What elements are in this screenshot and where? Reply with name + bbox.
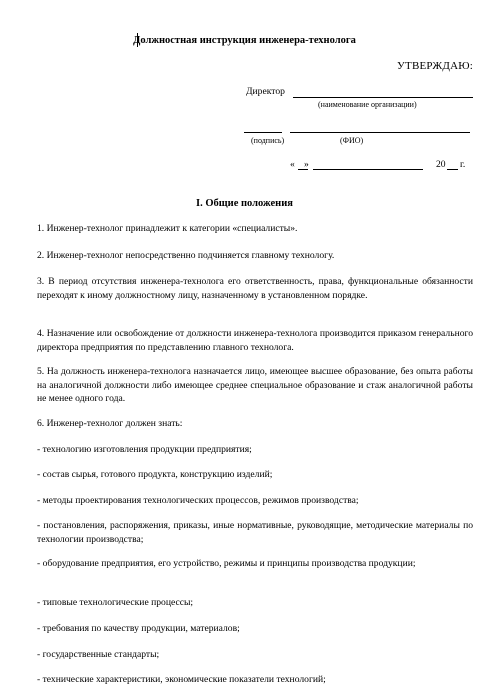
full-name-caption: (ФИО) bbox=[340, 136, 364, 145]
list-item: - постановления, распоряжения, приказы, иные нормативные, руководящие, методические материалы по технологии производства; bbox=[37, 520, 473, 545]
date-open-quote: « bbox=[290, 159, 295, 170]
year-suffix: г. bbox=[460, 159, 466, 170]
list-item: - оборудование предприятия, его устройство, режимы и принципы производства продукции; bbox=[37, 558, 416, 569]
director-label: Директор bbox=[246, 86, 285, 97]
month-line bbox=[313, 169, 423, 170]
date-close-quote: » bbox=[304, 159, 309, 170]
signature-caption: (подпись) bbox=[251, 136, 285, 145]
list-item: - технические характеристики, экономические показатели технологий; bbox=[37, 674, 326, 685]
paragraph-2: 2. Инженер-технолог непосредственно подчиняется главному технологу. bbox=[37, 250, 335, 261]
approve-label: УТВЕРЖДАЮ: bbox=[397, 60, 473, 72]
paragraph-6: 6. Инженер-технолог должен знать: bbox=[37, 418, 183, 429]
signature-line bbox=[244, 132, 282, 133]
year-line bbox=[447, 169, 458, 170]
list-item: - государственные стандарты; bbox=[37, 649, 160, 660]
section-title: I. Общие положения bbox=[196, 198, 293, 209]
list-item: - технологию изготовления продукции предприятия; bbox=[37, 444, 252, 455]
list-item: - состав сырья, готового продукта, конструкцию изделий; bbox=[37, 469, 273, 480]
list-item: - требования по качеству продукции, материалов; bbox=[37, 623, 240, 634]
list-item: - методы проектирования технологических процессов, режимов производства; bbox=[37, 495, 359, 506]
year-prefix: 20 bbox=[436, 159, 446, 170]
list-item: - типовые технологические процессы; bbox=[37, 597, 194, 608]
paragraph-4: 4. Назначение или освобождение от должности инженера-технолога производится приказом генерального директора предприятия по представлению главного технолога. bbox=[37, 328, 473, 353]
paragraph-3: 3. В период отсутствия инженера-технолога его ответственность, права, функциональные обязанности переходят к иному должностному лицу, назначенному в установленном порядке. bbox=[37, 276, 473, 301]
organization-line bbox=[293, 97, 473, 98]
paragraph-5: 5. На должность инженера-технолога назначается лицо, имеющее высшее образование, без опыта работы на аналогичной должности либо имеющее среднее специальное образование и стаж аналогичной работы не менее одного года. bbox=[37, 366, 473, 405]
document-title: Должностная инструкция инженера-технолога bbox=[133, 35, 356, 46]
full-name-line bbox=[290, 132, 470, 133]
organization-caption: (наименование организации) bbox=[318, 100, 417, 109]
paragraph-1: 1. Инженер-технолог принадлежит к категории «специалисты». bbox=[37, 223, 298, 234]
